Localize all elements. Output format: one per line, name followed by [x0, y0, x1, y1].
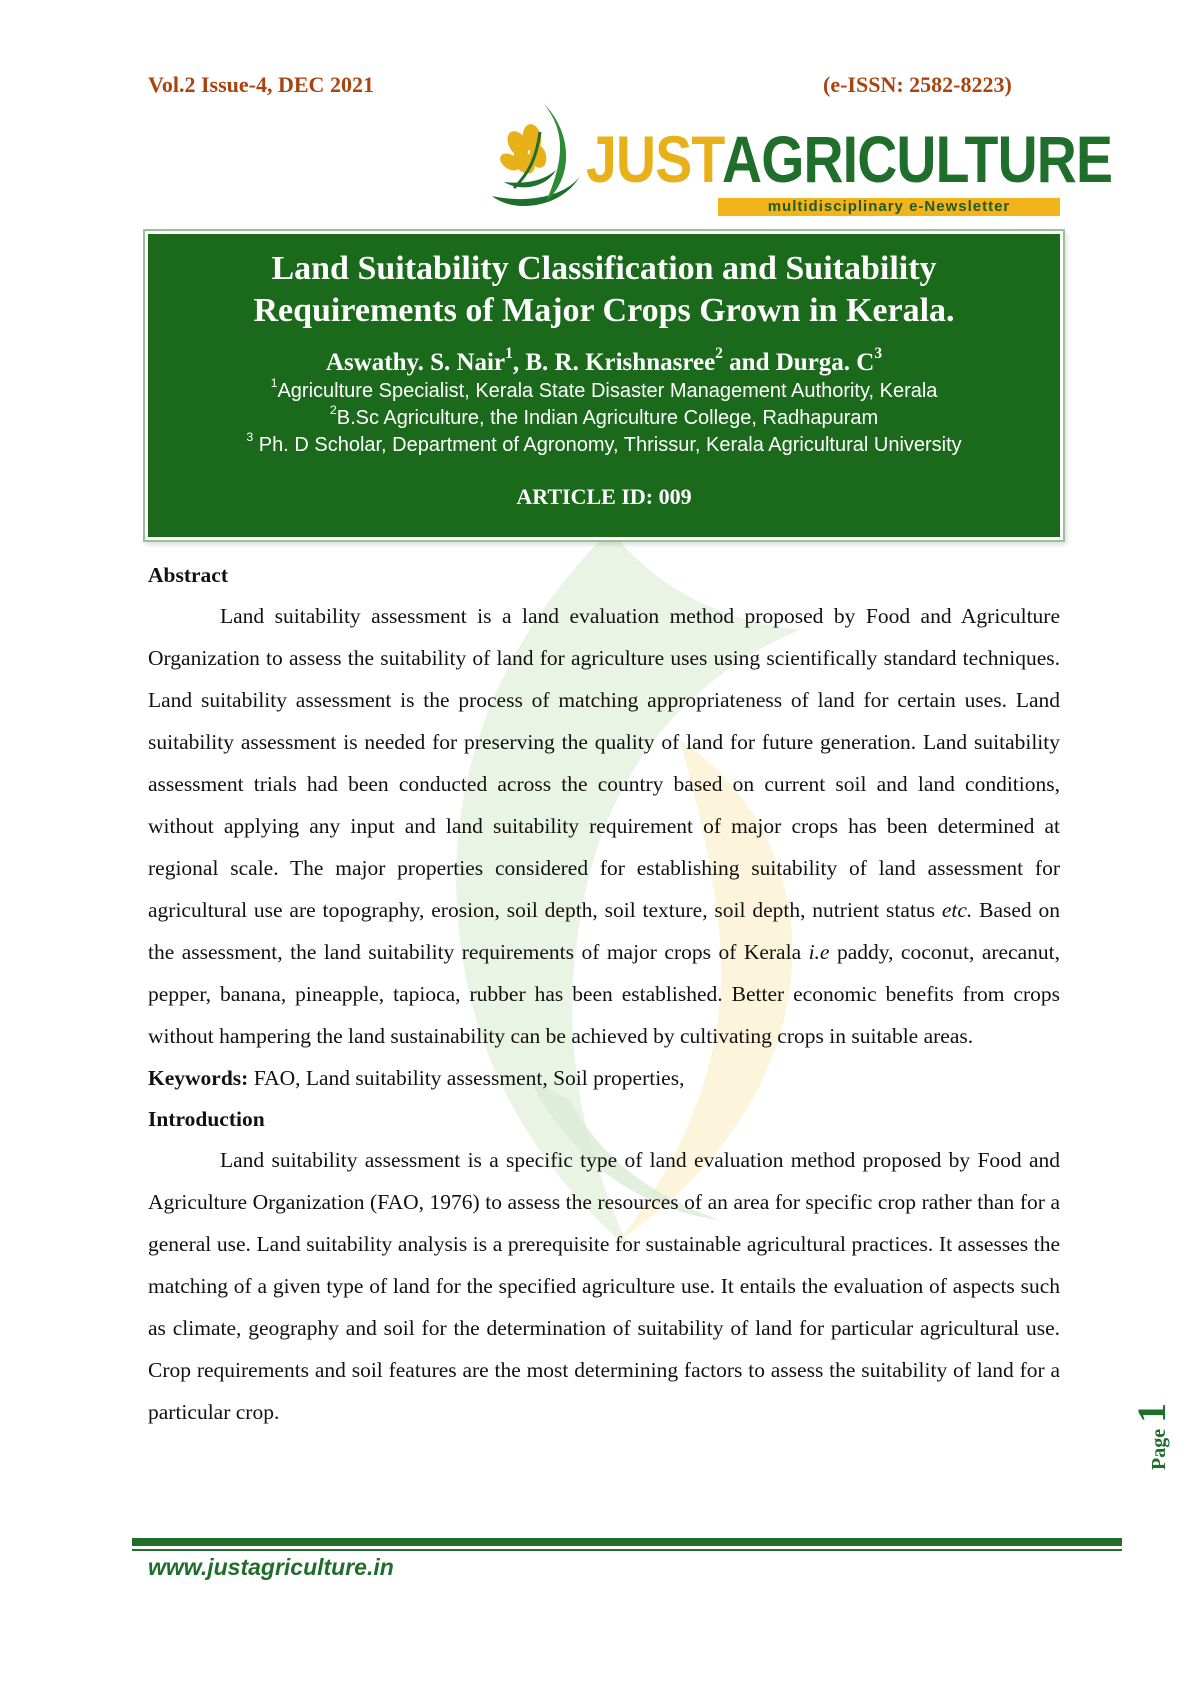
author-separator: ,: [512, 349, 526, 376]
affiliation-sup: 2: [329, 403, 337, 418]
affiliation: [148, 405, 1060, 432]
title-box: [148, 234, 1060, 537]
affiliation: [148, 432, 1060, 459]
affiliation-text: Agriculture Specialist, Kerala State Disaster Management Authority, Kerala: [277, 380, 938, 402]
affiliation-text: B.Sc Agriculture, the Indian Agriculture College, Radhapuram: [336, 407, 879, 429]
author-separator: and: [722, 349, 776, 376]
introduction-heading: Introduction: [148, 1107, 265, 1131]
abstract-paragraph: [148, 595, 1060, 1057]
abstract-text: Land suitability assessment is a land evaluation method proposed by Food and Agriculture Organization to assess the suitability of land for agriculture uses using scientifically standard techniques. Land suitability assessment is the process of matching appropriateness of land for certain uses. Land suitability assessment is needed for preserving the quality of land for future generation. Land suitability assessment trials had been conducted across the country based on current soil and land conditions, without applying any input and land suitability requirement of major crops has been determined at regional scale. The major properties considered for establishing suitability of land assessment for agricultural use are topography, erosion, soil depth, soil texture, soil depth, nutrient status: [148, 604, 1060, 922]
abstract-text: paddy, coconut, arecanut, pepper, banana, pineapple, tapioca, rubber has been established. Better economic benefits from crops without hampering the land sustainability can be achieved by cultivating crops in suitable areas.: [148, 940, 1060, 1048]
footer-rule-thin: [132, 1549, 1122, 1551]
logo-word-just: JUST: [586, 122, 725, 196]
abstract-text: Based on the assessment, the land suitability requirements of major crops of Kerala: [148, 898, 1060, 964]
wheat-leaf-icon: [484, 104, 594, 224]
page-word: Page: [1148, 1428, 1170, 1470]
introduction-paragraph: [148, 1139, 1060, 1433]
page-number-value: 1: [1129, 1402, 1174, 1423]
affiliation-text: Ph. D Scholar, Department of Agronomy, Thrissur, Kerala Agricultural University: [253, 434, 962, 456]
logo-tagline: multidisciplinary e-Newsletter: [718, 198, 1060, 216]
affiliation: [148, 378, 1060, 405]
website-link[interactable]: www.justagriculture.in: [148, 1554, 394, 1580]
keywords-label: Keywords:: [148, 1066, 249, 1090]
author-list: [148, 345, 1060, 378]
author-sup: 1: [505, 345, 513, 363]
author-name: B. R. Krishnasree: [525, 349, 716, 376]
abstract-etc: etc.: [941, 898, 973, 922]
author-sup: 2: [715, 345, 723, 363]
keywords-text: FAO, Land suitability assessment, Soil properties,: [248, 1066, 685, 1090]
journal-logo: [484, 104, 1113, 224]
article-id: ARTICLE ID: 009: [516, 484, 692, 509]
logo-word-agriculture: AGRICULTURE: [722, 122, 1113, 196]
issn: (e-ISSN: 2582-8223): [823, 72, 1012, 97]
affiliation-sup: 1: [270, 376, 278, 391]
keywords: [148, 1057, 1060, 1099]
introduction-text: Land suitability assessment is a specific type of land evaluation method proposed by Food and Agriculture Organization (FAO, 1976) to assess the resources of an area for specific crop rather than for a general use. Land suitability analysis is a prerequisite for sustainable agricultural practices. It assesses the matching of a given type of land for the specified agriculture use. It entails the evaluation of aspects such as climate, geography and soil for the determination of suitability of land for particular agricultural use. Crop requirements and soil features are the most determining factors to assess the suitability of land for a particular crop.: [148, 1148, 1060, 1424]
abstract-ie: i.e: [808, 940, 830, 964]
footer-rule: [132, 1538, 1122, 1546]
affiliation-sup: 3: [246, 430, 254, 445]
author-sup: 3: [874, 345, 883, 363]
page-number: [1128, 1400, 1174, 1470]
article-title: Land Suitability Classification and Suitability Requirements of Major Crops Grown in Kerala.: [253, 250, 955, 329]
volume-issue: Vol.2 Issue-4, DEC 2021: [148, 72, 374, 97]
article-body: [148, 555, 1060, 1433]
author-name: Durga. C: [775, 349, 875, 376]
author-name: Aswathy. S. Nair: [325, 349, 506, 376]
abstract-heading: Abstract: [148, 563, 229, 587]
